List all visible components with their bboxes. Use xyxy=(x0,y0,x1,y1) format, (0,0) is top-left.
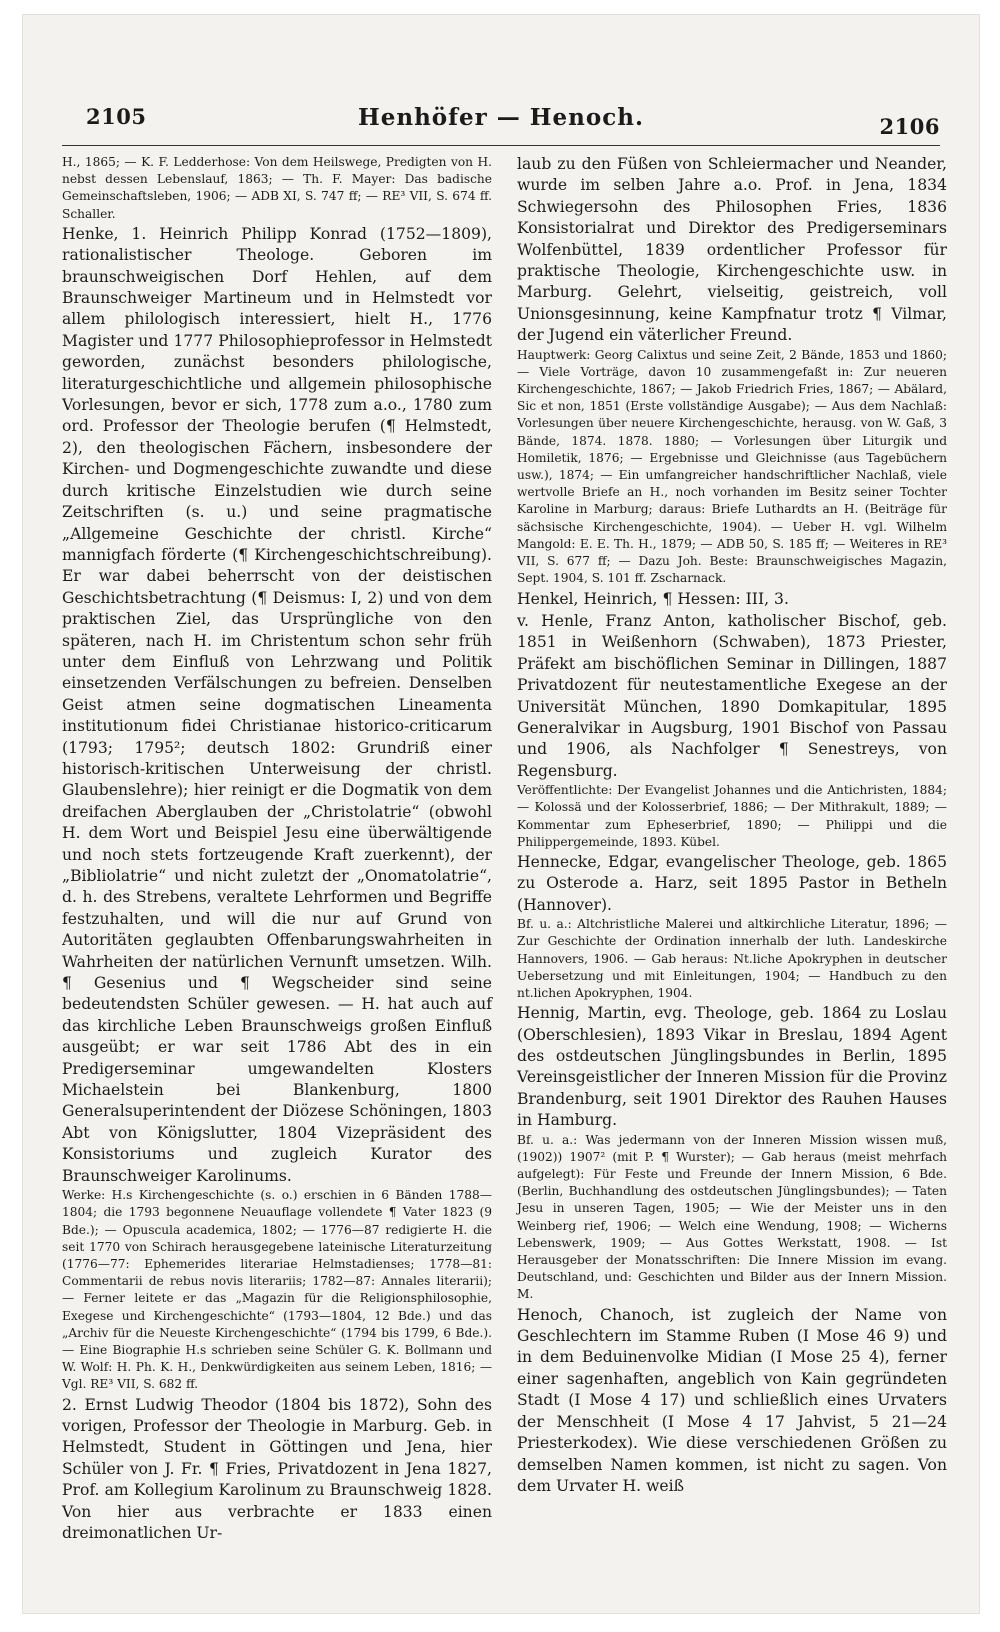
bibliography: Veröffentlichte: Der Evangelist Johannes und die Antichristen, 1884; — Kolossä und der Kolosserbrief, 1886; — Der Mithrakult, 1889; — Kommentar zum Epheserbrief, 1890; — Philippi und die Philippergemeinde, 1893. Kübel. xyxy=(517,783,947,849)
header-rule xyxy=(62,145,940,146)
paragraph: H., 1865; — K. F. Ledderhose: Von dem Heilswege, Predigten von H. nebst dessen Lebenslauf, 1863; — Th. F. Mayer: Das badische Gemeinschaftsleben, 1906; — ADB XI, S. 747 ff; — RE³ VII, S. 674 ff. Schaller. xyxy=(62,155,492,221)
bibliography: Hauptwerk: Georg Calixtus und seine Zeit, 2 Bände, 1853 und 1860; — Viele Vorträge, davon 10 zusammengefaßt in: Zur neueren Kirchengeschichte, 1867; — Jakob Friedrich Fries, 1867; — Abälard, Sic et non, 1851 (Erste vollständige Ausgabe); — Aus dem Nachlaß: Vorlesungen über neuere Kirchengeschichte, herausg. von W. Gaß, 3 Bände, 1874. 1878. 1880; — Vorlesungen über Liturgik und Homiletik, 1876; — Ergebnisse und Gleichnisse (aus Tagebüchern usw.), 1874; — Ein umfangreicher handschriftlicher Nachlaß, viele wertvolle Briefe an H., noch vorhanden im Besitz seiner Tochter Karoline in Marburg; daraus: Briefe Luthardts an H. (Beiträge für sächsische Kirchengeschichte, 1904). — Ueber H. vgl. Wilhelm Mangold: E. E. Th. H., 1879; — ADB 50, S. 185 ff; — Weiteres in RE³ VII, S. 677 ff; — Dazu Joh. Beste: Braunschweigisches Magazin, Sept. 1904, S. 101 ff. Zscharnack. xyxy=(517,347,947,586)
entry-hennig: Hennig, Martin, evg. Theologe, geb. 1864 zu Loslau (Oberschlesien), 1893 Vikar in Breslau, 1894 Agent des ostdeutschen Jünglingsbundes in Berlin, 1895 Vereinsgeistlicher der Inneren Mission für die Provinz Brandenburg, seit 1901 Direktor des Rauhen Hauses in Hamburg. xyxy=(517,1004,947,1130)
page-header xyxy=(62,100,940,140)
page-number-right: 2106 xyxy=(879,114,940,139)
page-number-left: 2105 xyxy=(86,104,147,129)
left-column xyxy=(62,154,492,1544)
entry-henkel: Henkel, Heinrich, ¶ Hessen: III, 3. xyxy=(517,589,789,608)
book-page xyxy=(22,14,980,1614)
running-title: Henhöfer — Henoch. xyxy=(358,104,644,131)
entry-henoch: Henoch, Chanoch, ist zugleich der Name von Geschlechtern im Stamme Ruben (I Mose 46 9) und in dem Beduinenvolke Midian (I Mose 25 4), ferner einer sagenhaften, angeblich von Kain gegründeten Stadt (I Mose 4 17) und schließlich eines Urvaters der Menschheit (I Mose 4 17 Jahvist, 5 21—24 Priesterkodex). Wie diese verschiedenen Größen zu demselben Namen kommen, ist nicht zu sagen. Von dem Urvater H. weiß xyxy=(517,1305,947,1495)
bibliography: Werke: H.s Kirchengeschichte (s. o.) erschien in 6 Bänden 1788—1804; die 1793 begonnene Neuauflage vollendete ¶ Vater 1823 (9 Bde.); — Opuscula academica, 1802; — 1776—87 redigierte H. die seit 1770 von Schirach herausgegebene lateinische Literaturzeitung (1776—77: Ephemerides literariae Helmstadienses; 1778—81: Commentarii de rebus novis literariis; 1782—87: Annales literarii); — Ferner leitete er das „Magazin für die Religionsphilosophie, Exegese und Kirchengeschichte“ (1793—1804, 12 Bde.) und das „Archiv für die Neueste Kirchengeschichte“ (1794 bis 1799, 6 Bde.). — Eine Biographie H.s schrieben seine Schüler G. K. Bollmann und W. Wolf: H. Ph. K. H., Denkwürdigkeiten aus seinem Leben, 1816; — Vgl. RE³ VII, S. 682 ff. xyxy=(62,1188,492,1392)
entry-hennecke: Hennecke, Edgar, evangelischer Theologe, geb. 1865 zu Osterode a. Harz, seit 1895 Pastor in Betheln (Hannover). xyxy=(517,852,947,914)
bibliography: Bf. u. a.: Altchristliche Malerei und altkirchliche Literatur, 1896; — Zur Geschichte der Ordination innerhalb der luth. Landeskirche Hannovers, 1906. — Gab heraus: Nt.liche Apokryphen in deutscher Uebersetzung und mit Einleitungen, 1904; — Handbuch zu den nt.lichen Apokryphen, 1904. xyxy=(517,917,947,1000)
entry-henke-2: 2. Ernst Ludwig Theodor (1804 bis 1872), Sohn des vorigen, Professor der Theologie in Marburg. Geb. in Helmstedt, Student in Göttingen und Jena, hier Schüler von J. Fr. ¶ Fries, Privatdozent in Jena 1827, Prof. am Kollegium Karolinum zu Braunschweig 1828. Von hier aus verbrachte er 1833 einen dreimonatlichen Ur- xyxy=(62,1395,492,1542)
bibliography: Bf. u. a.: Was jedermann von der Inneren Mission wissen muß, (1902)) 1907² (mit P. ¶ Wurster); — Gab heraus (meist mehrfach aufgelegt): Für Feste und Freunde der Innern Mission, 6 Bde. (Berlin, Buchhandlung des ostdeutschen Jünglingsbundes); — Taten Jesu in unseren Tagen, 1905; — Wie der Meister uns in den Weinberg rief, 1906; — Welch eine Wendung, 1908; — Wicherns Lebenswerk, 1909; — Aus Gottes Werkstatt, 1908. — Ist Herausgeber der Monatsschriften: Die Innere Mission im evang. Deutschland, und: Geschichten und Bilder aus der Innern Mission. M. xyxy=(517,1132,947,1302)
paragraph: laub zu den Füßen von Schleiermacher und Neander, wurde im selben Jahre a.o. Prof. in Jena, 1834 Schwiegersohn des Philosophen Fries, 1836 Konsistorialrat und Direktor des Predigerseminars Wolfenbüttel, 1839 ordentlicher Professor für praktische Theologie, Kirchengeschichte usw. in Marburg. Gelehrt, vielseitig, geistreich, voll Unionsgesinnung, keine Kampfnatur trotz ¶ Vilmar, der Jugend ein väterlicher Freund. xyxy=(517,155,947,345)
entry-henke-1: Henke, 1. Heinrich Philipp Konrad (1752—1809), rationalistischer Theologe. Geboren im braunschweigischen Dorf Hehlen, auf dem Braunschweiger Martineum und in Helmstedt vor allem philologisch interessiert, hielt H., 1776 Magister und 1777 Philosophieprofessor in Helmstedt geworden, zunächst besonders philologische, literaturgeschichtliche und allgemein philosophische Vorlesungen, bevor er sich, 1778 zum a.o., 1780 zum ord. Professor der Theologie berufen (¶ Helmstedt, 2), den theologischen Fächern, insbesondere der Kirchen- und Dogmengeschichte zuwandte und diese durch kritische Einzelstudien wie durch seine Zeitschriften (s. u.) und seine pragmatische „Allgemeine Geschichte der christl. Kirche“ mannigfach förderte (¶ Kirchengeschichtschreibung). Er war dabei beherrscht von der deistischen Geschichtsbetrachtung (¶ Deismus: I, 2) und von dem praktischen Ziel, das Ursprüngliche von den späteren, nach H. im Christentum schon sehr früh unter dem Einfluß von Lehrzwang und Politik einsetzenden Verfälschungen zu befreien. Denselben Geist atmen seine dogmatischen Lineamenta institutionum fidei Christianae historico-criticarum (1793; 1795²; deutsch 1802: Grundriß einer historisch-kritischen Unterweisung der christl. Glaubenslehre); hier reinigt er die Dogmatik von dem dreifachen Aberglauben der „Christolatrie“ (obwohl H. dem Wort und Beispiel Jesu eine überwältigende und noch stets fortzeugende Kraft zuerkennt), der „Bibliolatrie“ und nicht zuletzt der „Onomatolatrie“, d. h. des Strebens, veraltete Lehrformen und Begriffe festzuhalten, und will die nur auf Grund von Autoritäten geglaubten Offenbarungswahrheiten in Wahrheiten der natürlichen Vernunft umsetzen. Wilh. ¶ Gesenius und ¶ Wegscheider sind seine bedeutendsten Schüler gewesen. — H. hat auch auf das kirchliche Leben Braunschweigs großen Einfluß ausgeübt; er war seit 1786 Abt des in ein Predigerseminar umgewandelten Klosters Michaelstein bei Blankenburg, 1800 Generalsuperintendent der Diözese Schöningen, 1803 Abt von Königslutter, 1804 Vizepräsident des Konsistoriums und zugleich Kurator des Braunschweiger Karolinums. xyxy=(62,224,492,1185)
entry-henle: v. Henle, Franz Anton, katholischer Bischof, geb. 1851 in Weißenhorn (Schwaben), 1873 Priester, Präfekt am bischöflichen Seminar in Dillingen, 1887 Privatdozent für neutestamentliche Exegese an der Universität München, 1890 Domkapitular, 1895 Generalvikar in Augsburg, 1901 Bischof von Passau und 1906, als Nachfolger ¶ Senestreys, von Regensburg. xyxy=(517,611,947,780)
right-column xyxy=(517,154,947,1497)
